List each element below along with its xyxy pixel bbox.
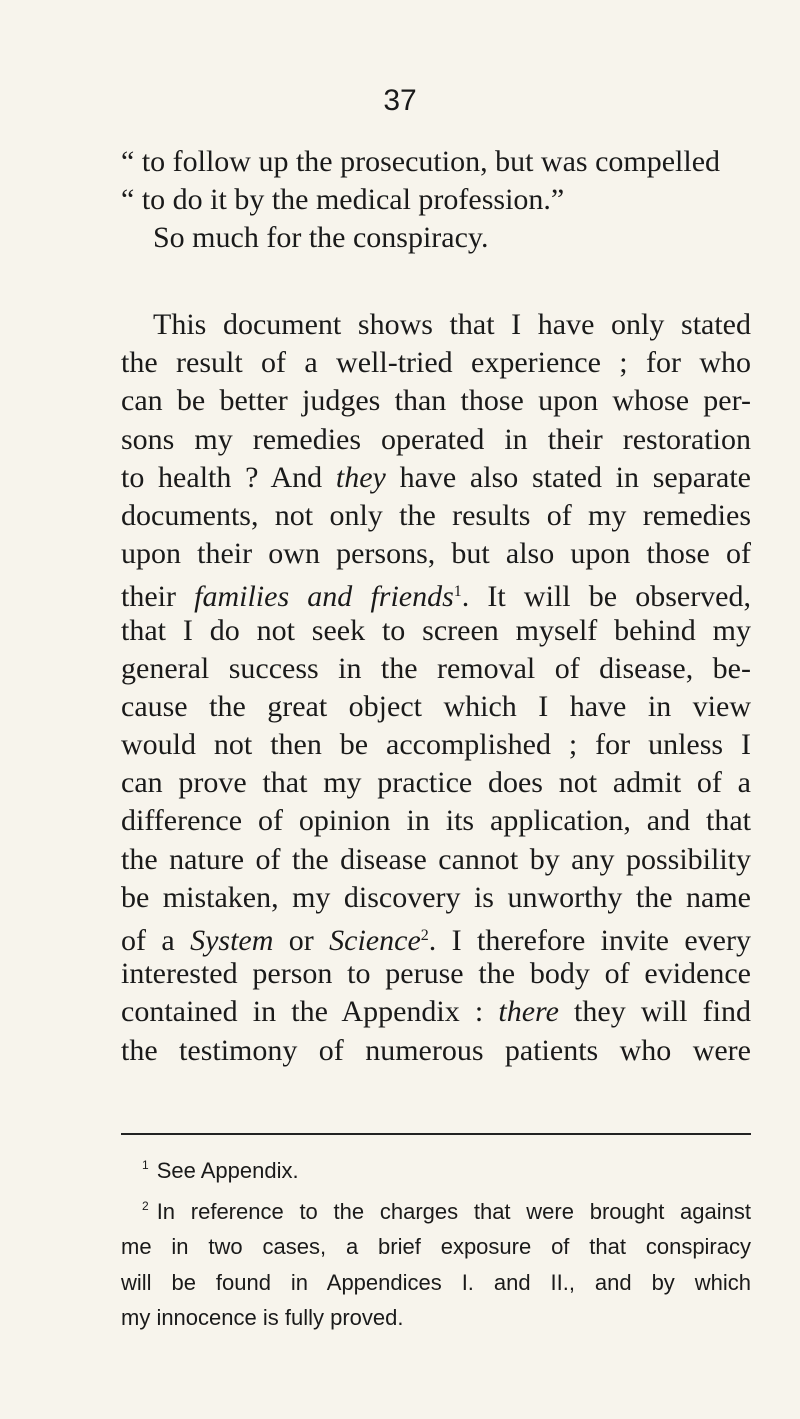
- text-line: “ to follow up the prosecution, but was compelled: [121, 145, 721, 178]
- text-line: that I do not seek to screen myself behind my: [121, 613, 751, 647]
- text-line: the result of a well-tried experience ; for who: [121, 346, 751, 380]
- text-run: have also stated in separate: [385, 460, 752, 494]
- text-line: the testimony of numerous patients who were: [121, 1033, 751, 1067]
- footnote-line: me in two cases, a brief exposure of that conspiracy: [121, 1234, 751, 1259]
- italic-word: there: [498, 995, 559, 1029]
- paragraph-continuation: [121, 143, 751, 258]
- footnotes: [121, 1148, 751, 1336]
- footnote-mark: 2: [142, 1198, 149, 1213]
- footnote-ref: 2: [420, 927, 429, 944]
- italic-word: they: [335, 460, 386, 494]
- text-line: interested person to peruse the body of evidence: [121, 957, 751, 991]
- text-line: be mistaken, my discovery is unworthy the name: [121, 880, 751, 914]
- text-line: the nature of the disease cannot by any possibility: [121, 842, 751, 876]
- text-line: would not then be accomplished ; for unless I: [121, 728, 751, 762]
- text-run: their: [121, 580, 195, 614]
- text-line: sons my remedies operated in their restoration: [121, 422, 751, 456]
- footnote-divider: [121, 1133, 751, 1135]
- footnote-1: [121, 1148, 751, 1189]
- text-run: . I therefore invite every: [428, 924, 751, 957]
- paragraph-main: [121, 306, 751, 1070]
- footnote-text: In reference to the charges that were brought against: [156, 1198, 751, 1224]
- text-run: to health ? And: [121, 460, 336, 494]
- text-run: contained in the Appendix :: [121, 995, 499, 1029]
- page-number: 37: [383, 84, 417, 117]
- text-run: . It will be observed,: [461, 580, 751, 614]
- footnote-2: [121, 1189, 751, 1230]
- text-line: [121, 993, 751, 1031]
- text-line: [121, 573, 751, 614]
- footnote-line: my innocence is fully proved.: [121, 1305, 404, 1330]
- text-line: can be better judges than those upon whose per-: [121, 384, 751, 418]
- text-run: of a: [121, 924, 191, 957]
- footnote-text: See Appendix.: [156, 1158, 299, 1183]
- text-line: [121, 917, 751, 955]
- text-line: [121, 459, 751, 497]
- italic-word: Science: [329, 924, 421, 957]
- text-line: cause the great object which I have in view: [121, 689, 751, 723]
- text-line: documents, not only the results of my remedies: [121, 498, 751, 532]
- text-run: they will find: [558, 995, 751, 1029]
- footnote-ref: 1: [453, 583, 462, 601]
- text-line: So much for the conspiracy.: [153, 221, 489, 255]
- italic-phrase: families and friends: [194, 580, 454, 614]
- footnote-line: will be found in Appendices I. and II., and by which: [121, 1269, 751, 1295]
- text-line: difference of opinion in its application, and that: [121, 804, 751, 838]
- text-line: general success in the removal of disease, be-: [121, 651, 751, 685]
- text-line: can prove that my practice does not admit of a: [121, 766, 751, 800]
- footnote-mark: 1: [142, 1158, 149, 1172]
- text-line: upon their own persons, but also upon those of: [121, 537, 751, 571]
- text-line: This document shows that I have only stated: [153, 308, 751, 341]
- text-run: or: [273, 924, 330, 957]
- italic-word: System: [190, 924, 274, 957]
- text-line: “ to do it by the medical profession.”: [121, 183, 565, 217]
